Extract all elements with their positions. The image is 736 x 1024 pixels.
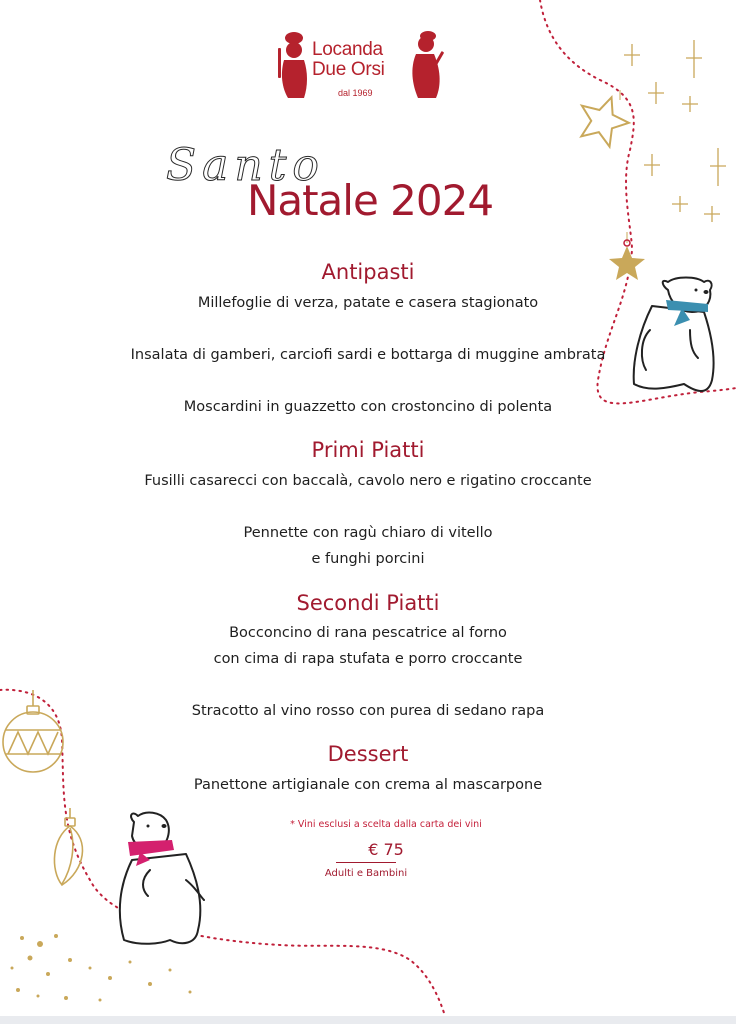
section-title-dessert: Dessert bbox=[327, 742, 409, 766]
logo-since: dal 1969 bbox=[338, 88, 373, 98]
logo-line1: Locanda bbox=[312, 39, 383, 60]
polar-bear-icon bbox=[120, 813, 204, 944]
dish-item: Stracotto al vino rosso con purea di sedano rapa bbox=[191, 703, 545, 719]
price-divider bbox=[336, 862, 396, 863]
script-santo: Santo bbox=[166, 140, 325, 191]
wine-note: * Vini esclusi a scelta dalla carta dei vini bbox=[290, 819, 482, 830]
dish-item: Fusilli casarecci con baccalà, cavolo nero e rigatino croccante bbox=[144, 473, 592, 489]
logo-text bbox=[312, 40, 385, 80]
gold-dots-icon bbox=[11, 934, 192, 1002]
dish-item: e funghi porcini bbox=[311, 551, 425, 567]
dish-item: Bocconcino di rana pescatrice al forno bbox=[229, 625, 507, 641]
dish-item: Pennette con ragù chiaro di vitello bbox=[243, 525, 493, 541]
dish-item: con cima di rapa stufata e porro croccante bbox=[213, 651, 523, 667]
drop-ornament-icon bbox=[54, 808, 82, 885]
logo-line2: Due Orsi bbox=[312, 59, 385, 80]
dish-item: Millefoglie di verza, patate e casera stagionato bbox=[197, 295, 539, 311]
restaurant-logo bbox=[276, 28, 466, 102]
price: € 75 bbox=[368, 840, 404, 859]
section-title-antipasti: Antipasti bbox=[321, 260, 415, 284]
page-title: Natale 2024 bbox=[246, 176, 494, 225]
dish-item: Insalata di gamberi, carciofi sardi e bottarga di muggine ambrata bbox=[130, 347, 606, 363]
dish-item: Moscardini in guazzetto con crostoncino di polenta bbox=[183, 399, 553, 415]
dish-item: Panettone artigianale con crema al mascarpone bbox=[193, 777, 543, 793]
price-audience: Adulti e Bambini bbox=[324, 868, 408, 879]
section-title-secondi: Secondi Piatti bbox=[296, 591, 440, 615]
section-title-primi: Primi Piatti bbox=[311, 438, 425, 462]
